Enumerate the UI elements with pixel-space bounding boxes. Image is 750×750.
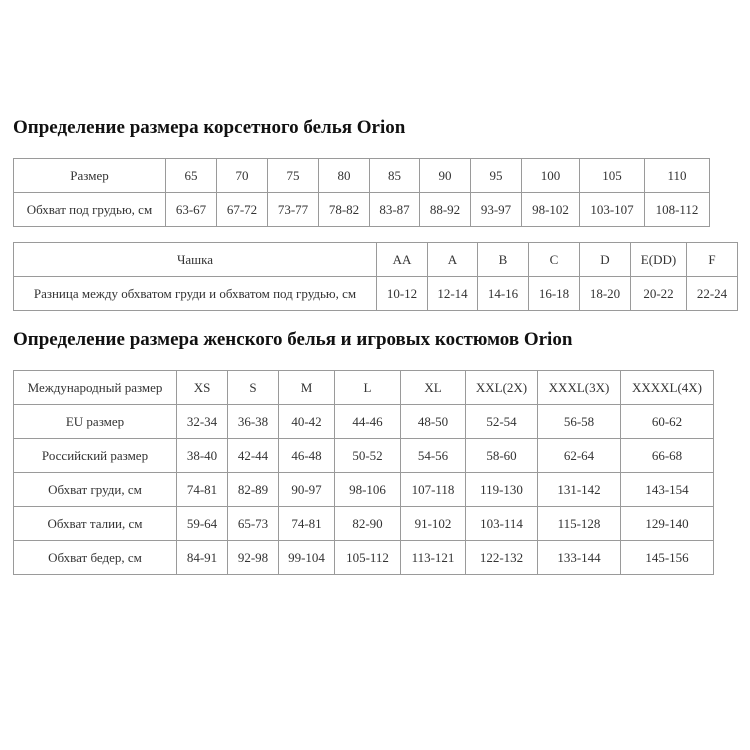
cell: 85 bbox=[370, 159, 420, 193]
cell: 91-102 bbox=[401, 507, 466, 541]
cell: 63-67 bbox=[166, 193, 217, 227]
cell: XS bbox=[177, 371, 228, 405]
cell: XXXL(3X) bbox=[538, 371, 621, 405]
cell: 60-62 bbox=[621, 405, 714, 439]
row-label: Российский размер bbox=[14, 439, 177, 473]
row-label: Международный размер bbox=[14, 371, 177, 405]
cell: 103-107 bbox=[580, 193, 645, 227]
cell: 95 bbox=[471, 159, 522, 193]
cell: 98-106 bbox=[335, 473, 401, 507]
cell: 70 bbox=[217, 159, 268, 193]
row-label: Обхват под грудью, см bbox=[14, 193, 166, 227]
cell: 74-81 bbox=[279, 507, 335, 541]
cell: 90 bbox=[420, 159, 471, 193]
cell: 52-54 bbox=[466, 405, 538, 439]
table-row bbox=[14, 243, 738, 277]
cell: 65-73 bbox=[228, 507, 279, 541]
cell: 129-140 bbox=[621, 507, 714, 541]
cell: 143-154 bbox=[621, 473, 714, 507]
cell: E(DD) bbox=[631, 243, 687, 277]
row-label: Разница между обхватом груди и обхватом под грудью, см bbox=[14, 277, 377, 311]
table-row bbox=[14, 439, 714, 473]
table-row bbox=[14, 473, 714, 507]
cell: 119-130 bbox=[466, 473, 538, 507]
cell: 44-46 bbox=[335, 405, 401, 439]
row-label: Чашка bbox=[14, 243, 377, 277]
cell: 105 bbox=[580, 159, 645, 193]
cell: A bbox=[428, 243, 478, 277]
row-label: Обхват груди, см bbox=[14, 473, 177, 507]
cell: 38-40 bbox=[177, 439, 228, 473]
cell: L bbox=[335, 371, 401, 405]
cell: 113-121 bbox=[401, 541, 466, 575]
cell: 122-132 bbox=[466, 541, 538, 575]
cell: D bbox=[580, 243, 631, 277]
cell: 98-102 bbox=[522, 193, 580, 227]
cell: 74-81 bbox=[177, 473, 228, 507]
cell: 65 bbox=[166, 159, 217, 193]
women-size-table bbox=[13, 370, 714, 575]
cell: 82-90 bbox=[335, 507, 401, 541]
cup-size-table bbox=[13, 242, 738, 311]
cell: 90-97 bbox=[279, 473, 335, 507]
cell: 133-144 bbox=[538, 541, 621, 575]
cell: 67-72 bbox=[217, 193, 268, 227]
cell: 18-20 bbox=[580, 277, 631, 311]
corset-size-title: Определение размера корсетного белья Orion bbox=[13, 117, 406, 138]
cell: 22-24 bbox=[687, 277, 738, 311]
cell: 93-97 bbox=[471, 193, 522, 227]
table-row bbox=[14, 159, 710, 193]
cell: 107-118 bbox=[401, 473, 466, 507]
cell: 66-68 bbox=[621, 439, 714, 473]
cell: 108-112 bbox=[645, 193, 710, 227]
cell: 99-104 bbox=[279, 541, 335, 575]
table-row bbox=[14, 193, 710, 227]
cell: 46-48 bbox=[279, 439, 335, 473]
row-label: Обхват талии, см bbox=[14, 507, 177, 541]
cell: 75 bbox=[268, 159, 319, 193]
cell: 100 bbox=[522, 159, 580, 193]
cell: 103-114 bbox=[466, 507, 538, 541]
cell: 110 bbox=[645, 159, 710, 193]
cell: 88-92 bbox=[420, 193, 471, 227]
row-label: Обхват бедер, см bbox=[14, 541, 177, 575]
cell: AA bbox=[377, 243, 428, 277]
cell: 92-98 bbox=[228, 541, 279, 575]
table-row bbox=[14, 541, 714, 575]
cell: 56-58 bbox=[538, 405, 621, 439]
cell: 84-91 bbox=[177, 541, 228, 575]
cell: 78-82 bbox=[319, 193, 370, 227]
cell: M bbox=[279, 371, 335, 405]
cell: 62-64 bbox=[538, 439, 621, 473]
cell: 115-128 bbox=[538, 507, 621, 541]
table-row bbox=[14, 405, 714, 439]
cell: 82-89 bbox=[228, 473, 279, 507]
cell: 105-112 bbox=[335, 541, 401, 575]
cell: 36-38 bbox=[228, 405, 279, 439]
cell: 83-87 bbox=[370, 193, 420, 227]
cell: 50-52 bbox=[335, 439, 401, 473]
cell: 14-16 bbox=[478, 277, 529, 311]
cell: C bbox=[529, 243, 580, 277]
cell: XL bbox=[401, 371, 466, 405]
cell: 20-22 bbox=[631, 277, 687, 311]
cell: B bbox=[478, 243, 529, 277]
table-row bbox=[14, 277, 738, 311]
cell: 32-34 bbox=[177, 405, 228, 439]
cell: 48-50 bbox=[401, 405, 466, 439]
women-size-title: Определение размера женского белья и игровых костюмов Orion bbox=[13, 329, 573, 350]
corset-size-table bbox=[13, 158, 710, 227]
cell: 80 bbox=[319, 159, 370, 193]
cell: 58-60 bbox=[466, 439, 538, 473]
cell: XXXXL(4X) bbox=[621, 371, 714, 405]
cell: 10-12 bbox=[377, 277, 428, 311]
cell: 12-14 bbox=[428, 277, 478, 311]
cell: XXL(2X) bbox=[466, 371, 538, 405]
cell: 73-77 bbox=[268, 193, 319, 227]
cell: S bbox=[228, 371, 279, 405]
cell: F bbox=[687, 243, 738, 277]
cell: 145-156 bbox=[621, 541, 714, 575]
table-row bbox=[14, 371, 714, 405]
row-label: EU размер bbox=[14, 405, 177, 439]
cell: 40-42 bbox=[279, 405, 335, 439]
table-row bbox=[14, 507, 714, 541]
cell: 54-56 bbox=[401, 439, 466, 473]
cell: 131-142 bbox=[538, 473, 621, 507]
cell: 42-44 bbox=[228, 439, 279, 473]
cell: 59-64 bbox=[177, 507, 228, 541]
row-label: Размер bbox=[14, 159, 166, 193]
cell: 16-18 bbox=[529, 277, 580, 311]
